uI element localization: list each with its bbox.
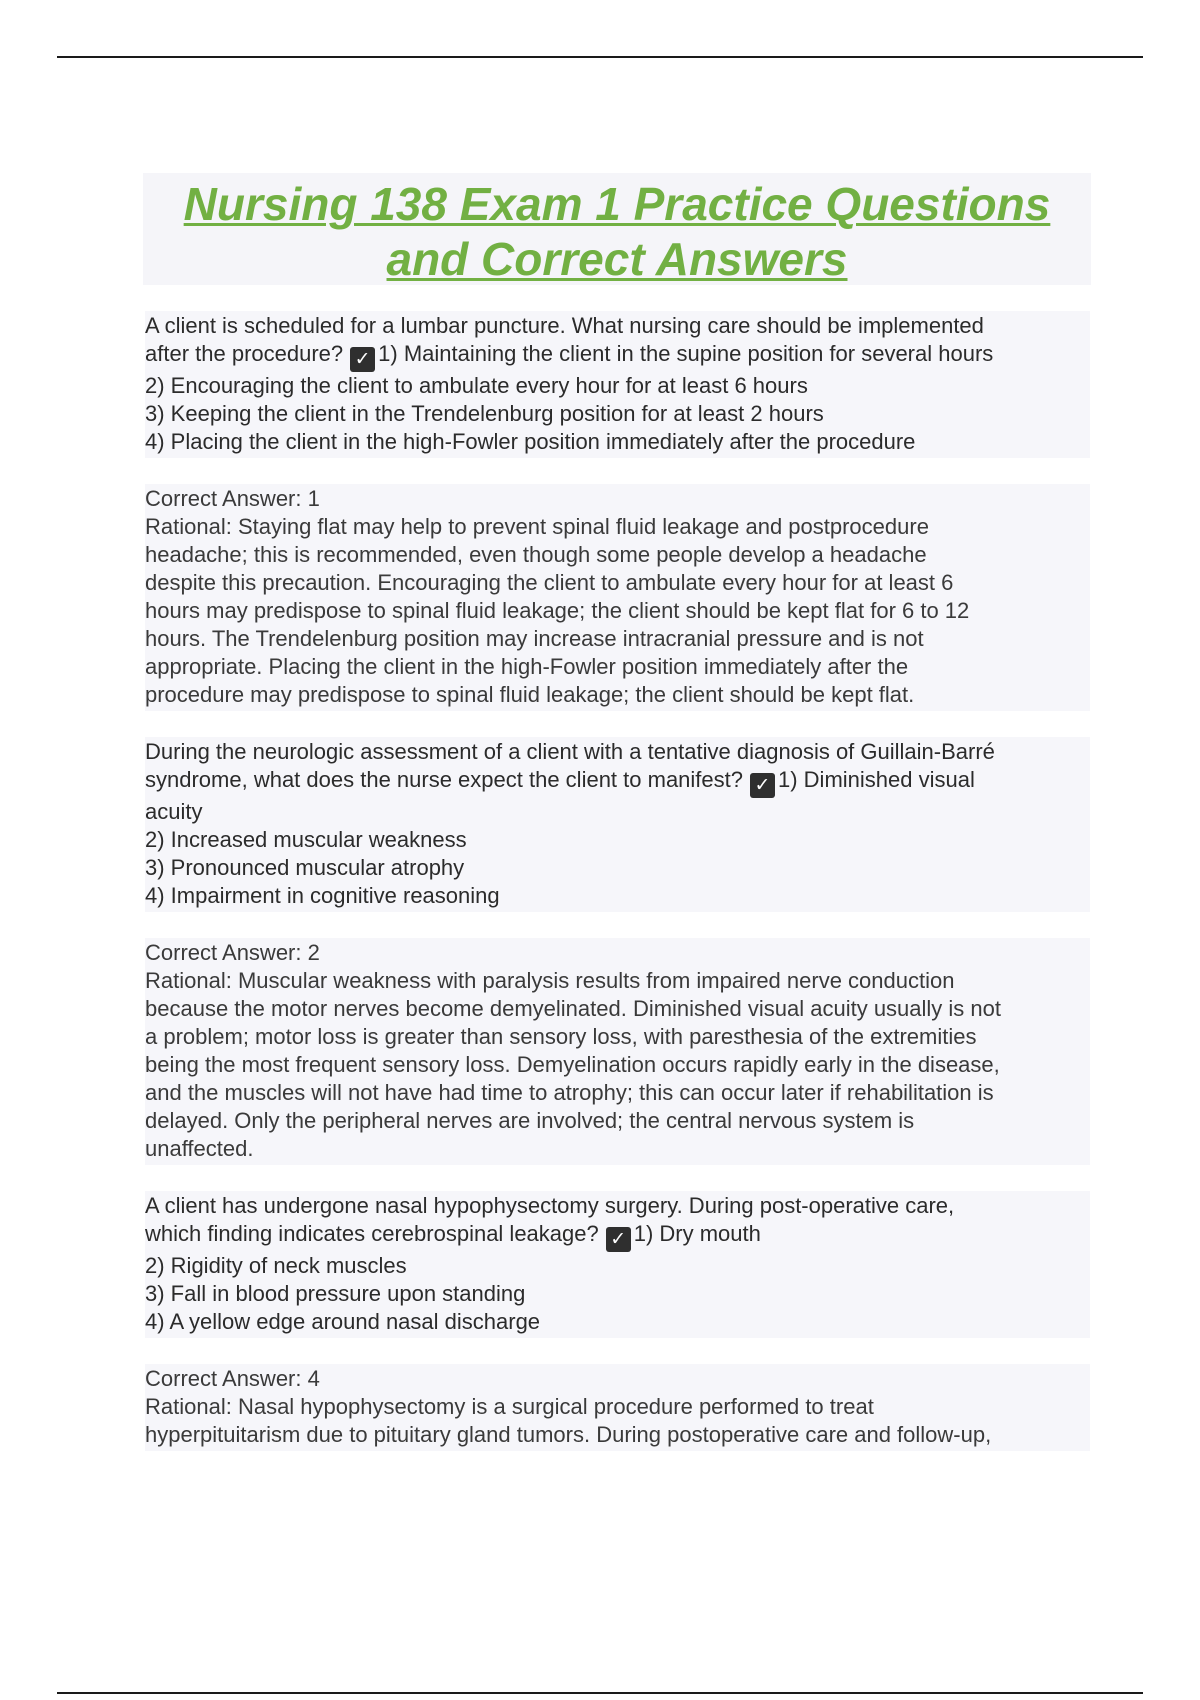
rational-2-line-6: delayed. Only the peripheral nerves are involved; the central nervous system is [145,1108,915,1133]
check-square-icon: ✓ [350,347,375,372]
title-box [143,173,1091,285]
title-line-2: and Correct Answers [386,233,848,285]
document-title [143,173,1091,287]
top-rule [57,56,1143,58]
question-1-stem-line-2 [145,340,1090,372]
spacer [145,912,1090,938]
check-square-icon: ✓ [750,773,775,798]
question-2-option-3: 3) Pronounced muscular atrophy [145,855,465,880]
spacer [145,458,1090,484]
question-2 [145,737,1090,912]
question-1 [145,311,1090,458]
rational-1-line-2: headache; this is recommended, even though some people develop a headache [145,542,927,567]
question-2-option-4: 4) Impairment in cognitive reasoning [145,883,500,908]
question-3-option-2: 2) Rigidity of neck muscles [145,1253,407,1278]
question-1-stem-line-1: A client is scheduled for a lumbar puncture. What nursing care should be implemented [145,313,984,338]
spacer [145,711,1090,737]
document-body [145,311,1090,1451]
question-3-stem-end: which finding indicates cerebrospinal leakage? [145,1221,599,1246]
question-3-option-1: 1) Dry mouth [633,1221,761,1246]
question-3-option-3: 3) Fall in blood pressure upon standing [145,1281,526,1306]
question-1-option-3: 3) Keeping the client in the Trendelenburg position for at least 2 hours [145,401,824,426]
rational-1-line-3: despite this precaution. Encouraging the client to ambulate every hour for at least 6 [145,570,954,595]
answer-2 [145,938,1090,1165]
question-2-stem-line-2 [145,766,1090,798]
correct-answer-2: Correct Answer: 2 [145,940,320,965]
rational-2-line-3: a problem; motor loss is greater than sensory loss, with paresthesia of the extremities [145,1024,977,1049]
rational-1-line-5: hours. The Trendelenburg position may increase intracranial pressure and is not [145,626,924,651]
question-3 [145,1191,1090,1338]
question-1-option-2: 2) Encouraging the client to ambulate every hour for at least 6 hours [145,373,808,398]
question-3-stem-line-1: A client has undergone nasal hypophysectomy surgery. During post-operative care, [145,1193,955,1218]
spacer [145,1338,1090,1364]
rational-2-line-1: Rational: Muscular weakness with paralysis results from impaired nerve conduction [145,968,955,993]
rational-3-line-2: hyperpituitarism due to pituitary gland tumors. During postoperative care and follow-up, [145,1422,992,1447]
question-2-option-1-cont: acuity [145,799,203,824]
rational-1-line-4: hours may predispose to spinal fluid leakage; the client should be kept flat for 6 to 12 [145,598,970,623]
question-1-stem-end: after the procedure? [145,341,344,366]
rational-3-line-1: Rational: Nasal hypophysectomy is a surgical procedure performed to treat [145,1394,874,1419]
question-1-option-4: 4) Placing the client in the high-Fowler position immediately after the procedure [145,429,916,454]
check-square-icon: ✓ [606,1227,631,1252]
rational-2-line-4: being the most frequent sensory loss. Demyelination occurs rapidly early in the disease, [145,1052,1000,1077]
rational-2-line-7: unaffected. [145,1136,254,1161]
rational-1-line-1: Rational: Staying flat may help to prevent spinal fluid leakage and postprocedure [145,514,929,539]
question-2-option-2: 2) Increased muscular weakness [145,827,467,852]
rational-1-line-6: appropriate. Placing the client in the high-Fowler position immediately after the [145,654,909,679]
spacer [145,1165,1090,1191]
rational-1-line-7: procedure may predispose to spinal fluid leakage; the client should be kept flat. [145,682,915,707]
title-line-1: Nursing 138 Exam 1 Practice Questions [183,178,1051,230]
bottom-rule [57,1692,1143,1694]
question-2-option-1: 1) Diminished visual [778,767,975,792]
answer-1 [145,484,1090,711]
correct-answer-3: Correct Answer: 4 [145,1366,320,1391]
answer-3 [145,1364,1090,1451]
question-3-option-4: 4) A yellow edge around nasal discharge [145,1309,541,1334]
rational-2-line-2: because the motor nerves become demyelinated. Diminished visual acuity usually is not [145,996,1001,1021]
question-2-stem-line-1: During the neurologic assessment of a client with a tentative diagnosis of Guillain-Barré [145,739,995,764]
question-3-stem-line-2 [145,1220,1090,1252]
correct-answer-1: Correct Answer: 1 [145,486,320,511]
question-2-stem-end: syndrome, what does the nurse expect the client to manifest? [145,767,743,792]
question-1-option-1: 1) Maintaining the client in the supine position for several hours [378,341,994,366]
rational-2-line-5: and the muscles will not have had time to atrophy; this can occur later if rehabilitation is [145,1080,994,1105]
